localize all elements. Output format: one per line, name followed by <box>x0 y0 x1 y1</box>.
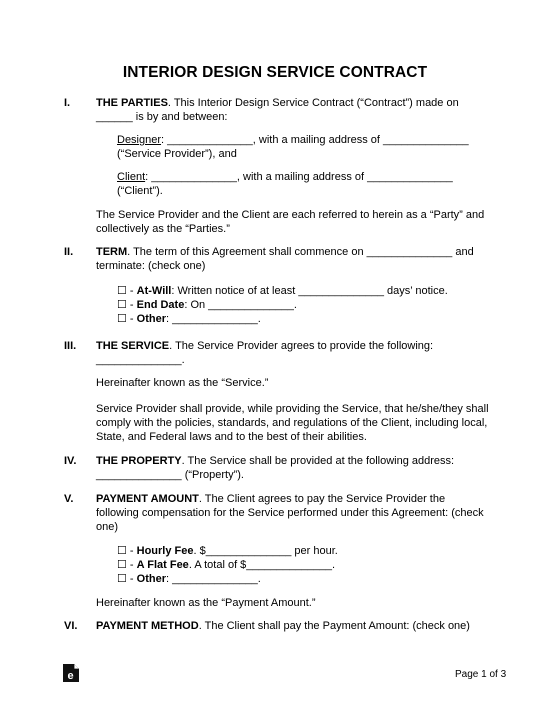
option-text: : On ______________. <box>184 299 297 311</box>
payment-option-other[interactable] <box>117 572 261 586</box>
term-option-at-will[interactable] <box>117 284 448 298</box>
checkbox-icon[interactable]: ☐ - <box>117 285 137 297</box>
designer-text: : ______________, with a mailing address of ______________ <box>161 134 469 146</box>
option-label: At-Will <box>136 285 172 297</box>
client-line-2: (“Client”). <box>117 185 163 197</box>
page-number: Page 1 of 3 <box>455 669 507 680</box>
client-line <box>117 170 453 184</box>
checkbox-icon[interactable]: ☐ - <box>117 299 137 311</box>
section-3-line-1 <box>96 339 433 353</box>
eforms-logo-icon <box>62 663 80 683</box>
section-1-line-1-text: . This Interior Design Service Contract (“Contract”) made on <box>167 97 459 109</box>
term-option-end-date[interactable] <box>117 298 297 312</box>
section-4-heading: THE PROPERTY <box>96 455 182 467</box>
section-2-heading: TERM <box>96 246 128 258</box>
option-text: . A total of $______________. <box>188 559 336 571</box>
section-6-line-1 <box>96 619 470 633</box>
term-option-other[interactable] <box>117 312 261 326</box>
section-5-line-2: following compensation for the Service performed under this Agreement: (check <box>96 507 484 519</box>
checkbox-icon[interactable]: ☐ - <box>117 545 137 557</box>
section-2-line-2: terminate: (check one) <box>96 260 206 272</box>
svg-text:e: e <box>67 670 74 682</box>
designer-label: Designer <box>117 134 162 146</box>
checkbox-icon[interactable]: ☐ - <box>117 573 137 585</box>
section-3-line-2: ______________. <box>96 354 185 366</box>
checkbox-icon[interactable]: ☐ - <box>117 313 137 325</box>
option-text: : ______________. <box>165 313 261 325</box>
service-paragraph-line-3: State, and Federal laws and to the best of their abilities. <box>96 431 367 443</box>
section-5-line-1 <box>96 492 445 506</box>
section-3-heading: THE SERVICE <box>96 340 170 352</box>
option-text: : ______________. <box>165 573 261 585</box>
option-text: . $______________ per hour. <box>193 545 338 557</box>
section-number-2: II. <box>64 246 74 258</box>
service-paragraph-line-2: comply with the policies, standards, and regulations of the Client, including local, <box>96 417 488 429</box>
option-label: Hourly Fee <box>136 545 194 557</box>
section-6-line-1-text: . The Client shall pay the Payment Amount: (check one) <box>198 620 470 632</box>
section-5-line-1-text: . The Client agrees to pay the Service Provider the <box>198 493 446 505</box>
section-1-line-1 <box>96 96 459 110</box>
section-number-1: I. <box>64 97 71 109</box>
service-hereinafter: Hereinafter known as the “Service.” <box>96 377 269 389</box>
section-5-heading: PAYMENT AMOUNT <box>96 493 199 505</box>
checkbox-icon[interactable]: ☐ - <box>117 559 137 571</box>
document-title: INTERIOR DESIGN SERVICE CONTRACT <box>122 64 428 81</box>
option-label: Other <box>136 313 166 325</box>
service-paragraph-line-1: Service Provider shall provide, while providing the Service, that he/she/they shall <box>96 403 489 415</box>
section-2-line-1-text: . The term of this Agreement shall commence on ______________ and <box>127 246 474 258</box>
parties-paragraph-line-2: collectively as the “Parties.” <box>96 223 230 235</box>
section-4-line-1-text: . The Service shall be provided at the following address: <box>181 455 455 467</box>
section-1-heading: THE PARTIES <box>96 97 168 109</box>
option-label: End Date <box>136 299 185 311</box>
section-number-6: VI. <box>64 620 78 632</box>
designer-line-2: (“Service Provider”), and <box>117 148 237 160</box>
parties-paragraph-line-1: The Service Provider and the Client are each referred to herein as a “Party” and <box>96 209 485 221</box>
payment-option-flat-fee[interactable] <box>117 558 335 572</box>
section-1-line-2: ______ is by and between: <box>96 111 228 123</box>
section-number-3: III. <box>64 340 77 352</box>
option-label: A Flat Fee <box>136 559 189 571</box>
payment-option-hourly[interactable] <box>117 544 338 558</box>
section-4-line-2: ______________ (“Property”). <box>96 469 244 481</box>
option-text: : Written notice of at least ______________ days’ notice. <box>171 285 448 297</box>
client-label: Client <box>117 171 146 183</box>
section-number-4: IV. <box>64 455 77 467</box>
section-3-line-1-text: . The Service Provider agrees to provide the following: <box>169 340 434 352</box>
section-number-5: V. <box>64 493 74 505</box>
designer-line <box>117 133 469 147</box>
client-text: : ______________, with a mailing address of ______________ <box>145 171 453 183</box>
section-6-heading: PAYMENT METHOD <box>96 620 199 632</box>
option-label: Other <box>136 573 166 585</box>
payment-hereinafter: Hereinafter known as the “Payment Amount.” <box>96 597 316 609</box>
section-5-line-3: one) <box>96 521 119 533</box>
section-4-line-1 <box>96 454 454 468</box>
section-2-line-1 <box>96 245 474 259</box>
